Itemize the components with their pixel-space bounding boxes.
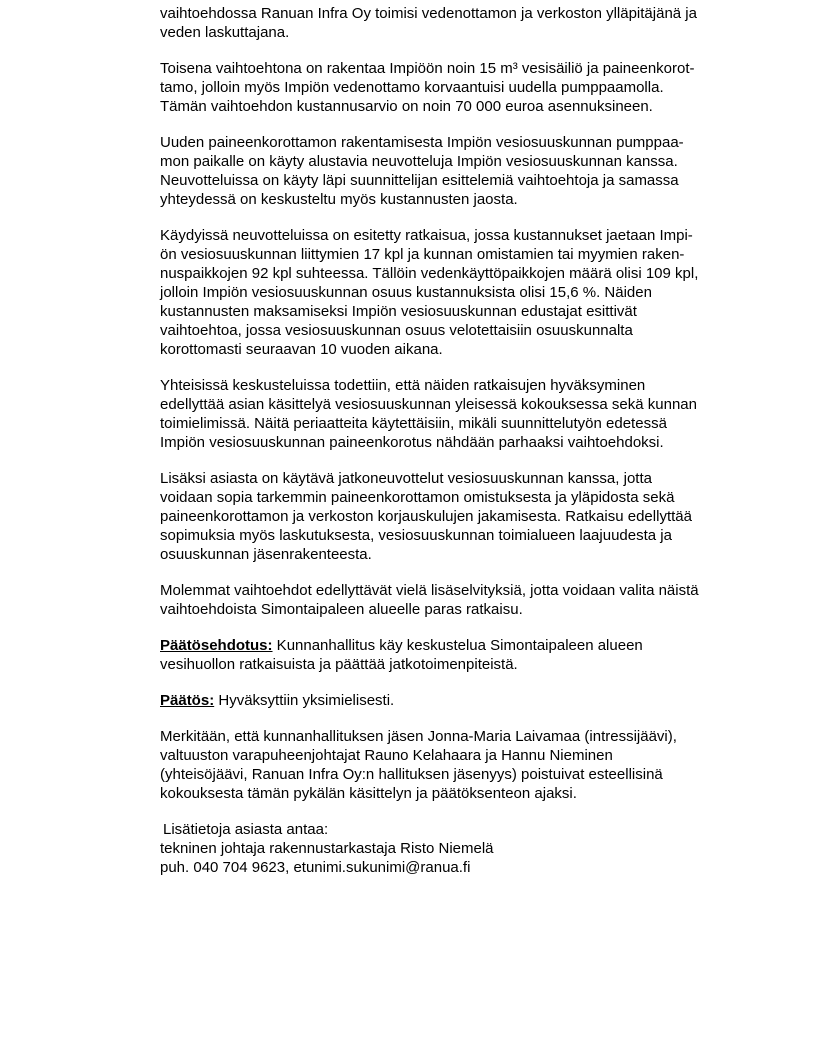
paragraph-contact-info bbox=[160, 820, 800, 877]
paragraph-disqualification-note bbox=[160, 727, 800, 803]
text-line: ön vesiosuuskunnan liittymien 17 kpl ja kunnan omistamien tai myymien raken- bbox=[160, 246, 685, 263]
text-line: Päätös: Hyväksyttiin yksimielisesti. bbox=[160, 692, 395, 709]
paragraph-negotiations bbox=[160, 133, 800, 209]
paragraph-decision-proposal bbox=[160, 636, 800, 674]
text-line: Käydyissä neuvotteluissa on esitetty ratkaisua, jossa kustannukset jaetaan Impi- bbox=[160, 227, 693, 244]
text-line: tamo, jolloin myös Impiön vedenottamo korvaantuisi uudella pumppaamolla. bbox=[160, 79, 664, 96]
text-line: Yhteisissä keskusteluissa todettiin, että näiden ratkaisujen hyväksyminen bbox=[160, 377, 646, 394]
paragraph-cost-sharing bbox=[160, 226, 800, 359]
text-line: valtuuston varapuheenjohtajat Rauno Kelahaara ja Hannu Nieminen bbox=[160, 747, 613, 764]
text-line: (yhteisöjäävi, Ranuan Infra Oy:n hallituksen jäsenyys) poistuivat esteellisinä bbox=[160, 766, 663, 783]
text-line: sopimuksia myös laskutuksesta, vesiosuuskunnan toimialueen laajuudesta ja bbox=[160, 527, 672, 544]
text-line: nuspaikkojen 92 kpl suhteessa. Tällöin vedenkäyttöpaikkojen määrä olisi 109 kpl, bbox=[160, 265, 699, 282]
text-line: Lisäksi asiasta on käytävä jatkoneuvottelut vesiosuuskunnan kanssa, jotta bbox=[160, 470, 652, 487]
text-line: Lisätietoja asiasta antaa: bbox=[163, 821, 329, 838]
text-line: Merkitään, että kunnanhallituksen jäsen Jonna-Maria Laivamaa (intressijäävi), bbox=[160, 728, 677, 745]
text-line: kustannusten maksamiseksi Impiön vesiosuuskunnan edustajat esittivät bbox=[160, 303, 637, 320]
paragraph-joint-discussions bbox=[160, 376, 800, 452]
text-line: Päätösehdotus: Kunnanhallitus käy keskustelua Simontaipaleen alueen bbox=[160, 637, 643, 654]
text-line: Molemmat vaihtoehdot edellyttävät vielä lisäselvityksiä, jotta voidaan valita näistä bbox=[160, 582, 699, 599]
text-line: veden laskuttajana. bbox=[160, 24, 290, 41]
decision-proposal-label: Päätösehdotus: bbox=[160, 637, 273, 654]
text-line: paineenkorottamon ja verkoston korjauskulujen jakamisesta. Ratkaisu edellyttää bbox=[160, 508, 692, 525]
text-line: edellyttää asian käsittelyä vesiosuuskunnan yleisessä kokouksessa sekä kunnan bbox=[160, 396, 697, 413]
text-line: vaihtoehtoa, jossa vesiosuuskunnan osuus velotettaisiin osuuskunnalta bbox=[160, 322, 633, 339]
paragraph-continuation bbox=[160, 4, 800, 42]
text-line: Uuden paineenkorottamon rakentamisesta Impiön vesiosuuskunnan pumppaa- bbox=[160, 134, 684, 151]
paragraph-conclusion bbox=[160, 581, 800, 619]
decision-label: Päätös: bbox=[160, 692, 215, 709]
text-line: jolloin Impiön vesiosuuskunnan osuus kustannuksista olisi 15,6 %. Näiden bbox=[160, 284, 652, 301]
document-body bbox=[160, 4, 800, 894]
paragraph-decision bbox=[160, 691, 800, 710]
text-line: korottomasti seuraavan 10 vuoden aikana. bbox=[160, 341, 443, 358]
paragraph-further-negotiations bbox=[160, 469, 800, 564]
text-line: toimielimissä. Näitä periaatteita käytettäisiin, mikäli suunnittelutyön edetessä bbox=[160, 415, 667, 432]
text-line: yhteydessä on keskusteltu myös kustannusten jaosta. bbox=[160, 191, 518, 208]
text-line: vaihtoehdoista Simontaipaleen alueelle paras ratkaisu. bbox=[160, 601, 523, 618]
text-line: vesihuollon ratkaisuista ja päättää jatkotoimenpiteistä. bbox=[160, 656, 518, 673]
text-line: voidaan sopia tarkemmin paineenkorottamon omistuksesta ja yläpidosta sekä bbox=[160, 489, 675, 506]
text-line: Toisena vaihtoehtona on rakentaa Impiöön noin 15 m³ vesisäiliö ja paineenkorot- bbox=[160, 60, 695, 77]
text-line: Impiön vesiosuuskunnan paineenkorotus nähdään parhaaksi vaihtoehdoksi. bbox=[160, 434, 664, 451]
text-line: mon paikalle on käyty alustavia neuvotteluja Impiön vesiosuuskunnan kanssa. bbox=[160, 153, 678, 170]
text-line: puh. 040 704 9623, etunimi.sukunimi@ranua.fi bbox=[160, 859, 471, 876]
text-line: kokouksesta tämän pykälän käsittelyn ja päätöksenteon ajaksi. bbox=[160, 785, 577, 802]
text-line: tekninen johtaja rakennustarkastaja Risto Niemelä bbox=[160, 840, 494, 857]
text-line: Neuvotteluissa on käyty läpi suunnittelijan esittelemiä vaihtoehtoja ja samassa bbox=[160, 172, 679, 189]
text-line: Tämän vaihtoehdon kustannusarvio on noin 70 000 euroa asennuksineen. bbox=[160, 98, 653, 115]
text-line: osuuskunnan jäsenrakenteesta. bbox=[160, 546, 372, 563]
text-line: vaihtoehdossa Ranuan Infra Oy toimisi vedenottamon ja verkoston ylläpitäjänä ja bbox=[160, 5, 697, 22]
paragraph-option-two bbox=[160, 59, 800, 116]
